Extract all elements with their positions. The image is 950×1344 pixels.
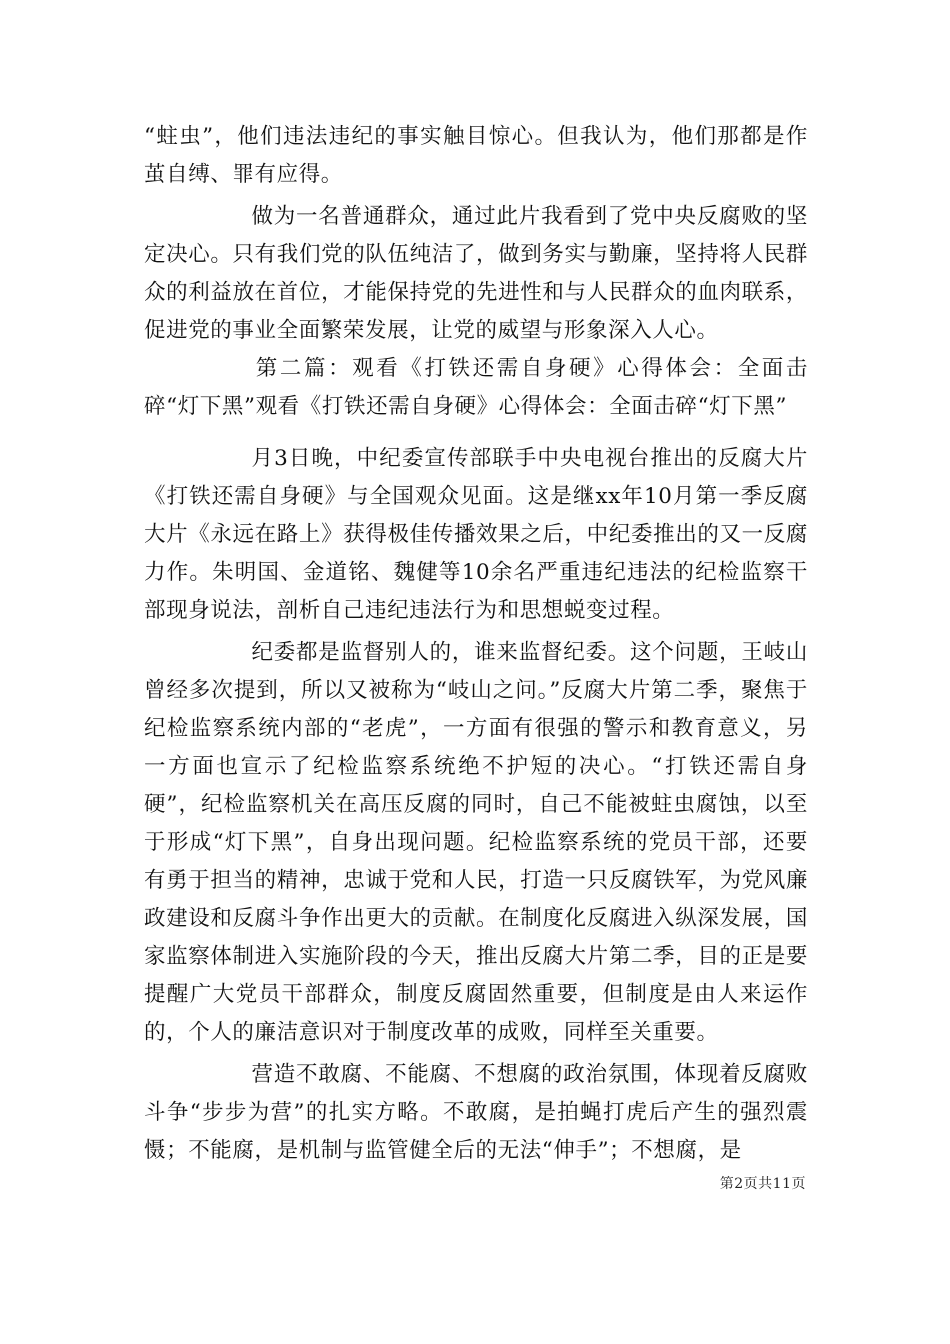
paragraph-atmosphere: 营造不敢腐、不能腐、不想腐的政治氛围，体现着反腐败斗争“步步为营”的扎实方略。不敢腐，是拍蝇打虎后产生的强烈震慑；不能腐，是机制与监管健全后的无法“伸手”；不想腐，是 bbox=[144, 1062, 808, 1163]
section-heading: 第二篇：观看《打铁还需自身硬》心得体会：全面击碎“灯下黑”观看《打铁还需自身硬》心得体会：全面击碎“灯下黑” bbox=[144, 356, 808, 419]
page-number-footer: 第2页共11页 bbox=[719, 1176, 806, 1192]
paragraph-supervision: 纪委都是监督别人的，谁来监督纪委。这个问题，王岐山曾经多次提到，所以又被称为“岐山之问。”反腐大片第二季，聚焦于纪检监察系统内部的“老虎”，一方面有很强的警示和教育意义，另一方面也宣示了纪检监察系统绝不护短的决心。“打铁还需自身硬”，纪检监察机关在高压反腐的同时，自己不能被蛀虫腐蚀，以至于形成“灯下黑”，自身出现问题。纪检监察系统的党员干部，还要有勇于担当的精神，忠诚于党和人民，打造一只反腐铁军，为党风廉政建设和反腐斗争作出更大的贡献。在制度化反腐进入纵深发展，国家监察体制进入实施阶段的今天，推出反腐大片第二季，目的正是要提醒广大党员干部群众，制度反腐固然重要，但制度是由人来运作的，个人的廉洁意识对于制度改革的成败，同样至关重要。 bbox=[144, 640, 808, 1045]
paragraph-determination: 做为一名普通群众，通过此片我看到了党中央反腐败的坚定决心。只有我们党的队伍纯洁了，做到务实与勤廉，坚持将人民群众的利益放在首位，才能保持党的先进性和与人民群众的血肉联系，促进党的事业全面繁荣发展，让党的威望与形象深入人心。 bbox=[144, 204, 808, 343]
document-body bbox=[144, 118, 808, 1170]
paragraph-continuation: “蛀虫”，他们违法违纪的事实触目惊心。但我认为，他们那都是作茧自缚、罪有应得。 bbox=[144, 124, 808, 187]
paragraph-film-intro: 月3日晚，中纪委宣传部联手中央电视台推出的反腐大片《打铁还需自身硬》与全国观众见面。这是继xx年10月第一季反腐大片《永远在路上》获得极佳传播效果之后，中纪委推出的又一反腐力作。朱明国、金道铭、魏健等10余名严重违纪违法的纪检监察干部现身说法，剖析自己违纪违法行为和思想蜕变过程。 bbox=[144, 446, 808, 623]
